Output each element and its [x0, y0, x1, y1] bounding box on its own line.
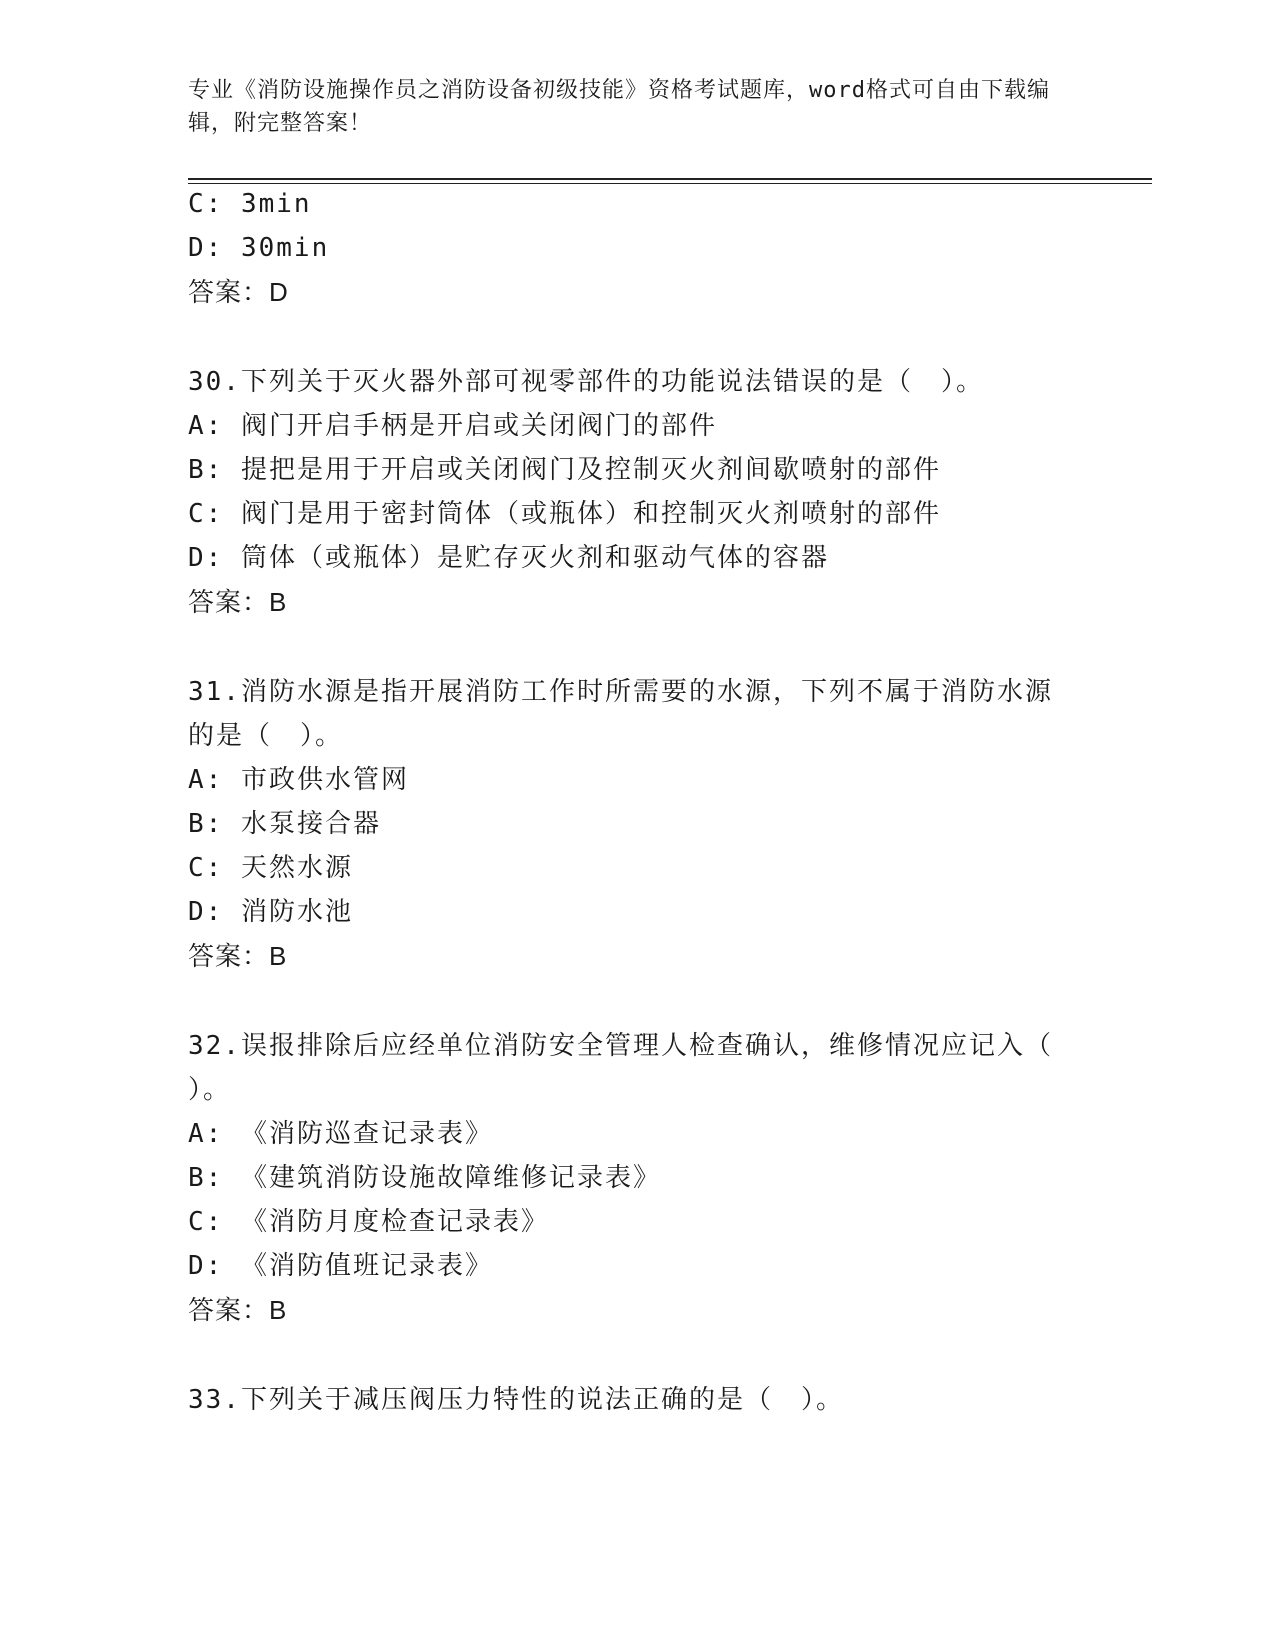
- option-c: C: 3min: [188, 189, 312, 219]
- answer-label: 答案：B: [188, 587, 288, 617]
- question-stem-continued: ）。: [188, 1075, 232, 1105]
- option-c: C: 阀门是用于密封筒体（或瓶体）和控制灭火剂喷射的部件: [188, 499, 941, 529]
- question-stem-continued: 的是（ ）。: [188, 721, 344, 751]
- answer-label: 答案：B: [188, 1295, 288, 1325]
- answer-label: 答案：D: [188, 277, 289, 307]
- option-d: D: 《消防值班记录表》: [188, 1251, 493, 1281]
- option-b: B: 《建筑消防设施故障维修记录表》: [188, 1163, 661, 1193]
- header-divider-thin: [188, 183, 1152, 184]
- option-d: D: 消防水池: [188, 897, 353, 927]
- option-b: B: 提把是用于开启或关闭阀门及控制灭火剂间歇喷射的部件: [188, 455, 941, 485]
- option-d: D: 筒体（或瓶体）是贮存灭火剂和驱动气体的容器: [188, 543, 829, 573]
- document-header: 专业《消防设施操作员之消防设备初级技能》资格考试题库，word格式可自由下载编辑，附完整答案！: [188, 78, 1050, 136]
- question-stem: 32.误报排除后应经单位消防安全管理人检查确认，维修情况应记入（: [188, 1031, 1053, 1061]
- option-a: A: 市政供水管网: [188, 765, 409, 795]
- option-a: A: 阀门开启手柄是开启或关闭阀门的部件: [188, 411, 717, 441]
- answer-label: 答案：B: [188, 941, 288, 971]
- question-stem: 33.下列关于减压阀压力特性的说法正确的是（ ）。: [188, 1385, 844, 1415]
- option-d: D: 30min: [188, 233, 330, 263]
- option-a: A: 《消防巡查记录表》: [188, 1119, 493, 1149]
- option-c: C: 天然水源: [188, 853, 353, 883]
- header-divider-thick: [188, 178, 1152, 180]
- question-stem: 31.消防水源是指开展消防工作时所需要的水源，下列不属于消防水源: [188, 677, 1053, 707]
- question-stem: 30.下列关于灭火器外部可视零部件的功能说法错误的是（ ）。: [188, 367, 984, 397]
- option-b: B: 水泵接合器: [188, 809, 381, 839]
- option-c: C: 《消防月度检查记录表》: [188, 1207, 549, 1237]
